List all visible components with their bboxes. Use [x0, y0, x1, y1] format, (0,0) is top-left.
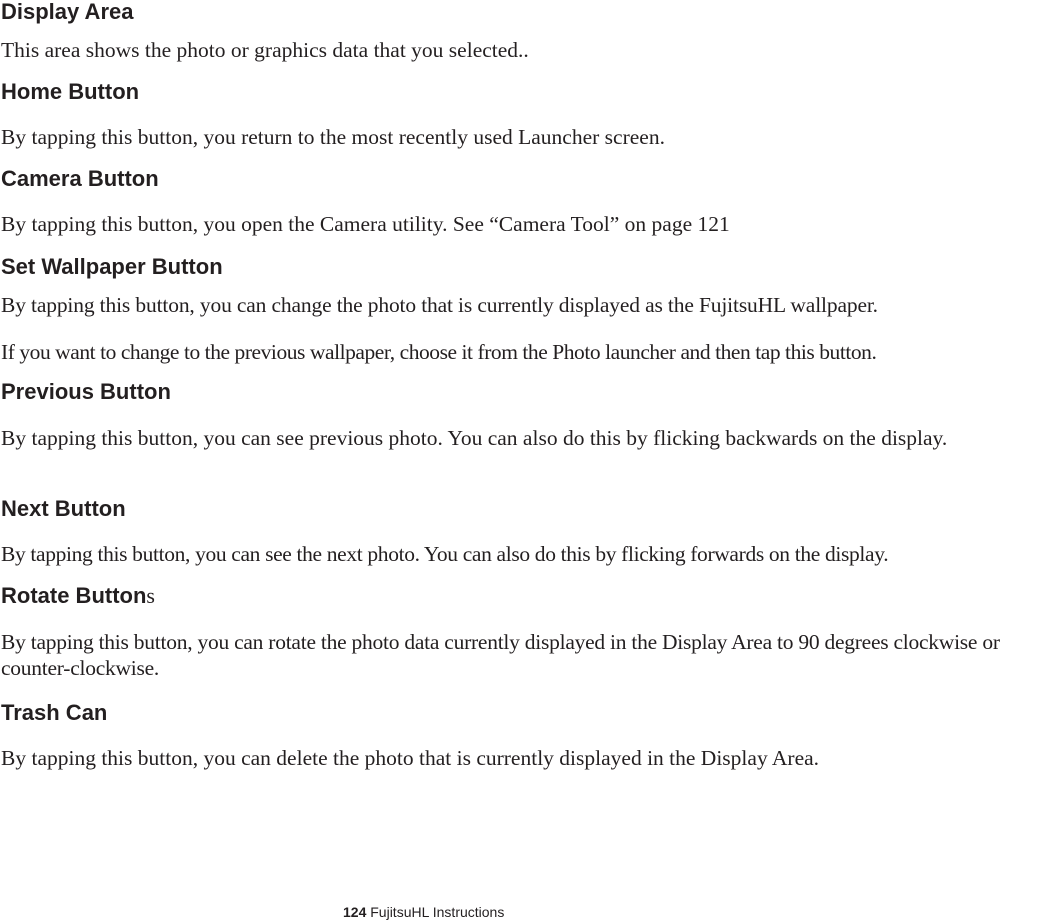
section-paragraph-home-button: By tapping this button, you return to the most recently used Launcher screen. [1, 125, 665, 149]
section-paragraph-camera-button: By tapping this button, you open the Camera utility. See “Camera Tool” on page 121 [1, 212, 730, 236]
section-heading-previous-button: Previous Button [1, 379, 171, 404]
page-footer [343, 903, 504, 921]
section-paragraph-set-wallpaper-1: By tapping this button, you can change the photo that is currently displayed as the FujitsuHL wallpaper. [1, 293, 878, 317]
section-paragraph-previous-button: By tapping this button, you can see previous photo. You can also do this by flicking backwards on the display. [1, 426, 948, 450]
page-number: 124 [343, 904, 367, 920]
section-paragraph-set-wallpaper-2: If you want to change to the previous wallpaper, choose it from the Photo launcher and then tap this button. [1, 340, 877, 364]
section-paragraph-trash-can: By tapping this button, you can delete the photo that is currently displayed in the Display Area. [1, 746, 820, 770]
section-heading-rotate-buttons [1, 583, 155, 609]
section-heading-next-button: Next Button [1, 496, 126, 521]
section-paragraph-rotate-buttons: By tapping this button, you can rotate the photo data currently displayed in the Display Area to 90 degrees clockwise or counter-clockwise. [1, 630, 1000, 680]
rotate-heading-main: Rotate Button [1, 583, 147, 608]
section-heading-trash-can: Trash Can [1, 700, 108, 725]
section-paragraph-next-button: By tapping this button, you can see the next photo. You can also do this by flicking forwards on the display. [1, 542, 889, 566]
section-heading-camera-button: Camera Button [1, 166, 159, 191]
rotate-heading-trail: s [146, 583, 155, 608]
document-title: FujitsuHL Instructions [370, 904, 505, 920]
section-paragraph-display-area: This area shows the photo or graphics data that you selected.. [1, 38, 529, 62]
section-heading-set-wallpaper-button: Set Wallpaper Button [1, 254, 223, 279]
section-heading-home-button: Home Button [1, 79, 140, 104]
section-heading-display-area: Display Area [1, 0, 134, 24]
